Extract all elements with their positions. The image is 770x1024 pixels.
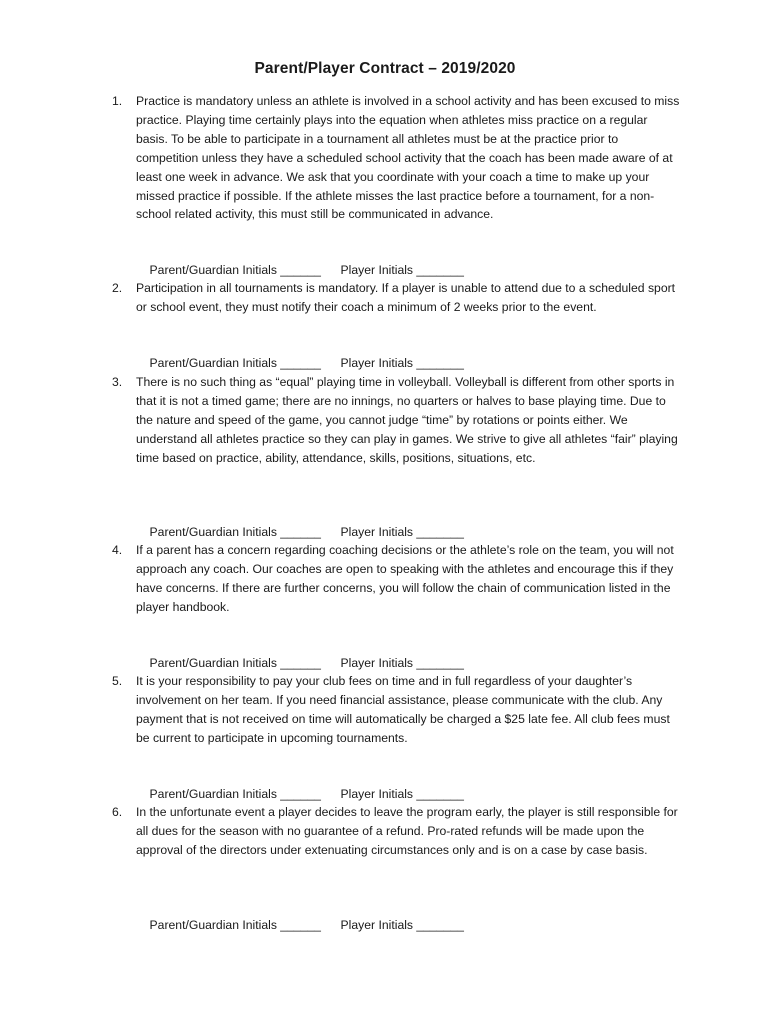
parent-initials-field[interactable]: Parent/Guardian Initials ______ xyxy=(149,655,321,670)
contract-item-6 xyxy=(112,803,682,860)
player-initials-field[interactable]: Player Initials _______ xyxy=(340,355,464,370)
parent-initials-field[interactable]: Parent/Guardian Initials ______ xyxy=(149,917,321,932)
item-number: 6. xyxy=(112,805,123,819)
item-text: In the unfortunate event a player decides to leave the program early, the player is still responsible for all dues for the season with no guarantee of a refund. Pro-rated refunds will be made upon the approval of the directors under extenuating circumstances only and is on a case by case basis. xyxy=(136,805,678,857)
item-number: 3. xyxy=(112,375,123,389)
item-text: If a parent has a concern regarding coaching decisions or the athlete’s role on the team, you will not approach any coach. Our coaches are open to speaking with the athletes and encourage this if they have concerns. If there are further concerns, you will follow the chain of communication listed in the player handbook. xyxy=(136,543,674,614)
item-text: Participation in all tournaments is mandatory. If a player is unable to attend due to a scheduled sport or school event, they must notify their coach a minimum of 2 weeks prior to the event. xyxy=(136,281,676,314)
player-initials-field[interactable]: Player Initials _______ xyxy=(340,917,464,932)
item-text: There is no such thing as “equal” playing time in volleyball. Volleyball is different from other sports in that it is not a timed game; there are no innings, no quarters or halves to base playing time. Due to the nature and speed of the game, you cannot judge “time” by rotations or points either. We understand all athletes practice so they can play in games. We strive to give all athletes “fair” playing time based on practice, ability, attendance, skills, positions, situations, etc. xyxy=(136,375,678,465)
item-number: 2. xyxy=(112,281,123,295)
contract-item-4 xyxy=(112,541,682,617)
player-initials-field[interactable]: Player Initials _______ xyxy=(340,262,464,277)
contract-item-3 xyxy=(112,373,682,468)
initials-line-6 xyxy=(136,897,464,954)
parent-initials-field[interactable]: Parent/Guardian Initials ______ xyxy=(149,524,321,539)
player-initials-field[interactable]: Player Initials _______ xyxy=(340,786,464,801)
item-text: Practice is mandatory unless an athlete is involved in a school activity and has been excused to miss practice. Playing time certainly plays into the equation when athletes miss practice on a regular basis. To be able to participate in a tournament all athletes must be at the practice prior to competition unless they have a scheduled school activity that the coach has been made aware of at least one week in advance. We ask that you coordinate with your coach a time to make up your missed practice if possible. If the athlete misses the last practice before a tournament, for a non-school related activity, this must still be communicated in advance. xyxy=(136,94,680,222)
player-initials-field[interactable]: Player Initials _______ xyxy=(340,524,464,539)
contract-item-2 xyxy=(112,279,682,317)
contract-item-5 xyxy=(112,672,682,748)
player-initials-field[interactable]: Player Initials _______ xyxy=(340,655,464,670)
parent-initials-field[interactable]: Parent/Guardian Initials ______ xyxy=(149,262,321,277)
item-number: 5. xyxy=(112,674,123,688)
item-text: It is your responsibility to pay your club fees on time and in full regardless of your daughter’s involvement on her team. If you need financial assistance, please communicate with the club. Any payment that is not received on time will automatically be charged a $25 late fee. All club fees must be current to participate in upcoming tournaments. xyxy=(136,674,670,745)
page-title: Parent/Player Contract – 2019/2020 xyxy=(254,60,516,77)
item-number: 1. xyxy=(112,94,123,108)
contract-item-1 xyxy=(112,92,682,224)
item-number: 4. xyxy=(112,543,123,557)
parent-initials-field[interactable]: Parent/Guardian Initials ______ xyxy=(149,786,321,801)
parent-initials-field[interactable]: Parent/Guardian Initials ______ xyxy=(149,355,321,370)
